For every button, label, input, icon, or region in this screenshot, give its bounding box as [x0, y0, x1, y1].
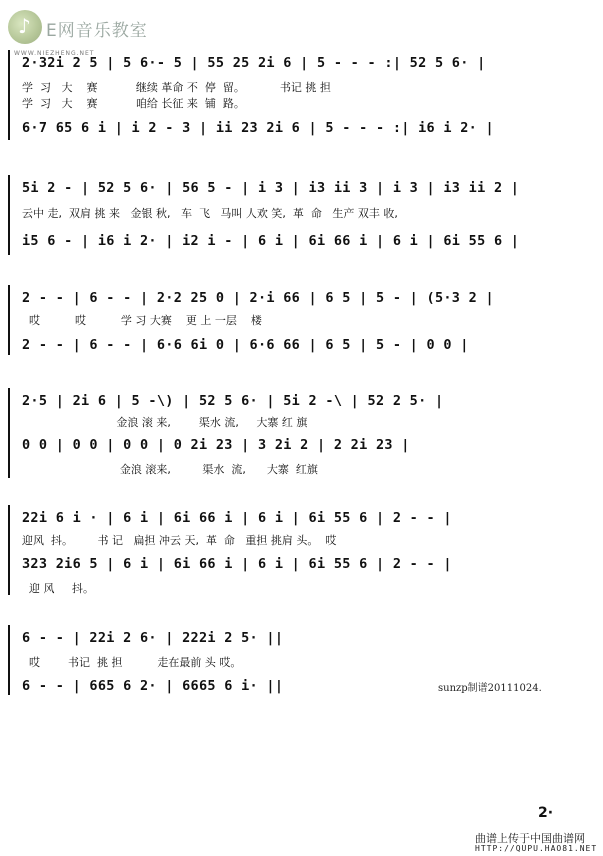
lower-staff: 6 - - | 665 6 2· | 6665 6 i· ||	[22, 678, 284, 694]
footer-site-text: 曲谱上传于中国曲谱网	[475, 832, 585, 845]
lyric-line: 学 习 大 赛 继续 革命 不 停 留。 书记 挑 担	[22, 81, 331, 94]
transcriber-credit: sunzp制谱20111024.	[438, 683, 542, 694]
system-bracket	[8, 388, 10, 478]
site-logo	[8, 8, 188, 57]
lower-staff: 2 - - | 6 - - | 6·6 6i 0 | 6·6 66 | 6 5 | 5 - | 0 0 |	[22, 337, 469, 353]
upper-staff: 2·32i 2 5 | 5 6·- 5 | 55 25 2i 6 | 5 - - - :| 52 5 6· |	[22, 55, 486, 71]
system-bracket	[8, 285, 10, 355]
lyric-line: 哎 哎 学 习 大赛 更 上 一层 楼	[22, 314, 262, 327]
music-note-icon	[8, 10, 42, 44]
upper-staff: 5i 2 - | 52 5 6· | 56 5 - | i 3 | i3 ii 3 | i 3 | i3 ii 2 |	[22, 180, 520, 196]
lower-staff: 0 0 | 0 0 | 0 0 | 0 2i 23 | 3 2i 2 | 2 2i 23 |	[22, 437, 410, 453]
lyric-line: 金浪 滚来, 渠水 流, 大寨 红旗	[22, 463, 318, 476]
lyric-line: 云中 走, 双肩 挑 来 金银 秋, 车 飞 马叫 人欢 笑, 革 命 生产 双丰 收,	[22, 207, 398, 220]
lyric-line: 金浪 滚 来, 渠水 流, 大寨 红 旗	[22, 416, 308, 429]
lyric-line: 哎 书记 挑 担 走在最前 头 哎。	[22, 656, 242, 669]
lower-staff: 6·7 65 6 i | i 2 - 3 | ii 23 2i 6 | 5 - - - :| i6 i 2· |	[22, 120, 494, 136]
system-bracket	[8, 175, 10, 255]
lyric-line: 迎风 抖。 书 记 扁担 冲云 天, 革 命 重担 挑肩 头。 哎	[22, 534, 337, 547]
system-bracket	[8, 50, 10, 140]
upper-staff: 2 - - | 6 - - | 2·2 25 0 | 2·i 66 | 6 5 | 5 - | (5·3 2 |	[22, 290, 494, 306]
system-bracket	[8, 505, 10, 595]
footer-site-url: HTTP://QUPU.HAO81.NET	[475, 844, 598, 853]
logo-name: E网音乐教室	[46, 21, 148, 41]
lower-staff: 323 2i6 5 | 6 i | 6i 66 i | 6 i | 6i 55 6 | 2 - - |	[22, 556, 452, 572]
upper-staff: 2·5 | 2i 6 | 5 -\) | 52 5 6· | 5i 2 -\ | 52 2 5· |	[22, 393, 444, 409]
system-bracket	[8, 625, 10, 695]
upper-staff: 22i 6 i · | 6 i | 6i 66 i | 6 i | 6i 55 6 | 2 - - |	[22, 510, 452, 526]
logo-url: WWW.NIEZHENG.NET	[14, 50, 95, 57]
page-number: 2·	[538, 805, 554, 821]
lyric-line: 学 习 大 赛 咱给 长征 来 铺 路。	[22, 97, 245, 110]
lower-staff: i5 6 - | i6 i 2· | i2 i - | 6 i | 6i 66 i | 6 i | 6i 55 6 |	[22, 233, 520, 249]
lyric-line: 迎 风 抖。	[22, 582, 94, 595]
upper-staff: 6 - - | 22i 2 6· | 222i 2 5· ||	[22, 630, 284, 646]
